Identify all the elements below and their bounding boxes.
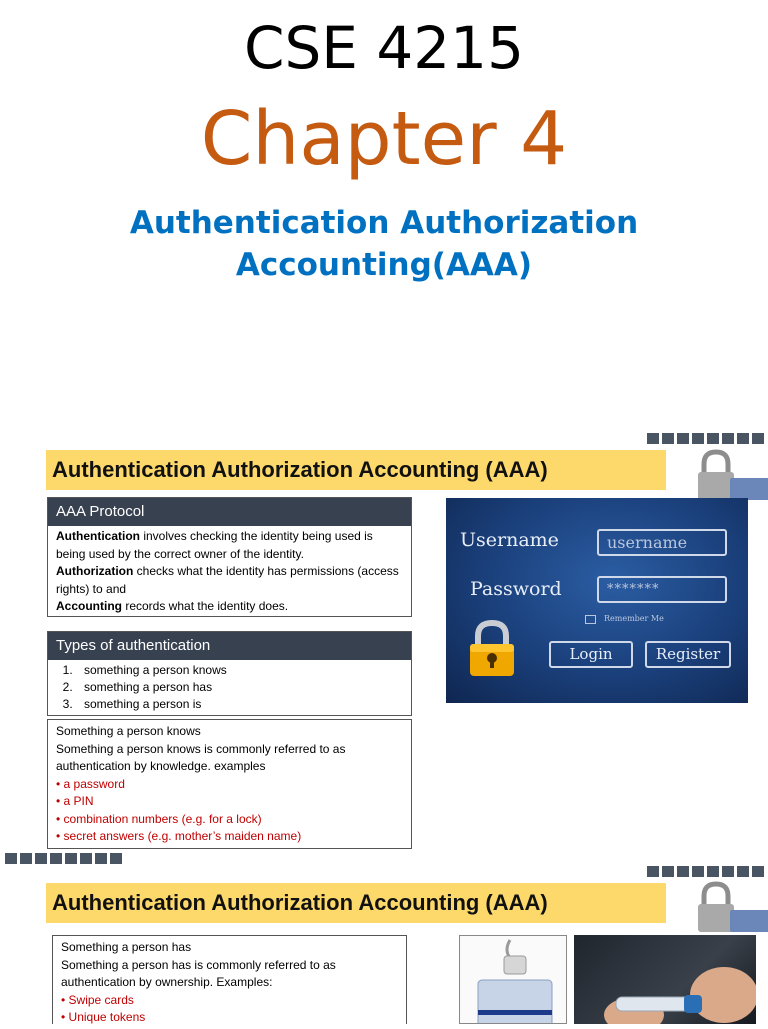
list-item: 1. something a person knows bbox=[76, 662, 403, 679]
authorization-term: Authorization bbox=[56, 564, 134, 578]
course-title: CSE 4215 bbox=[243, 14, 524, 82]
padlock-icon bbox=[690, 880, 750, 930]
subtitle bbox=[0, 202, 768, 286]
password-label: Password bbox=[470, 578, 562, 600]
has-description: Something a person has is commonly referred to as authentication by ownership. Examples: bbox=[61, 957, 336, 989]
knows-text bbox=[48, 720, 411, 848]
padlock-icon bbox=[690, 448, 750, 498]
knows-heading: Something a person knows bbox=[56, 724, 201, 738]
chapter-title: Chapter 4 bbox=[200, 96, 568, 182]
register-button: Register bbox=[645, 641, 731, 668]
slide2-header: Authentication Authorization Accounting (AAA) bbox=[46, 883, 666, 923]
aaa-protocol-box bbox=[47, 497, 412, 617]
types-box bbox=[47, 631, 412, 716]
aaa-protocol-text bbox=[48, 526, 411, 618]
list-item: • Unique tokens bbox=[61, 1010, 146, 1024]
accounting-term: Accounting bbox=[56, 599, 122, 613]
slide1-header: Authentication Authorization Accounting (AAA) bbox=[46, 450, 666, 490]
login-button: Login bbox=[549, 641, 633, 668]
remember-label: Remember Me bbox=[604, 614, 664, 623]
list-item: • a password bbox=[56, 776, 125, 791]
decor-squares-top bbox=[647, 433, 764, 444]
aaa-protocol-title: AAA Protocol bbox=[48, 498, 411, 526]
authorization-desc: checks what the identity has permissions (access rights) to and bbox=[56, 564, 399, 596]
types-list bbox=[48, 660, 411, 715]
token-hand-image bbox=[574, 935, 756, 1024]
username-field: username bbox=[597, 529, 727, 556]
remember-checkbox bbox=[585, 615, 596, 624]
list-item: • a PIN bbox=[56, 794, 94, 808]
list-item: • Swipe cards bbox=[61, 992, 134, 1007]
knows-box bbox=[47, 719, 412, 849]
username-label: Username bbox=[460, 529, 559, 551]
password-field: ******* bbox=[597, 576, 727, 603]
decor-squares-top-2 bbox=[647, 866, 764, 877]
list-item: 2. something a person has bbox=[76, 679, 403, 696]
list-item: • combination numbers (e.g. for a lock) bbox=[56, 811, 262, 826]
subtitle-line-2: Accounting(AAA) bbox=[235, 247, 533, 283]
id-badge-image bbox=[459, 935, 567, 1024]
has-box bbox=[52, 935, 407, 1024]
login-screen-image bbox=[446, 498, 748, 703]
has-text bbox=[53, 936, 406, 1029]
knows-description: Something a person knows is commonly referred to as authentication by knowledge. examples bbox=[56, 741, 346, 773]
subtitle-line-1: Authentication Authorization bbox=[129, 205, 639, 241]
accounting-desc: records what the identity does. bbox=[122, 599, 289, 613]
list-item: • secret answers (e.g. mother’s maiden name) bbox=[56, 829, 302, 843]
authentication-term: Authentication bbox=[56, 529, 140, 543]
gold-padlock-icon bbox=[466, 618, 518, 678]
decor-squares-bottom bbox=[5, 853, 122, 864]
types-title: Types of authentication bbox=[48, 632, 411, 660]
authentication-desc: involves checking the identity being used is being used by the correct owner of the identity. bbox=[56, 529, 373, 561]
list-item: 3. something a person is bbox=[76, 696, 403, 713]
has-heading: Something a person has bbox=[61, 940, 192, 954]
